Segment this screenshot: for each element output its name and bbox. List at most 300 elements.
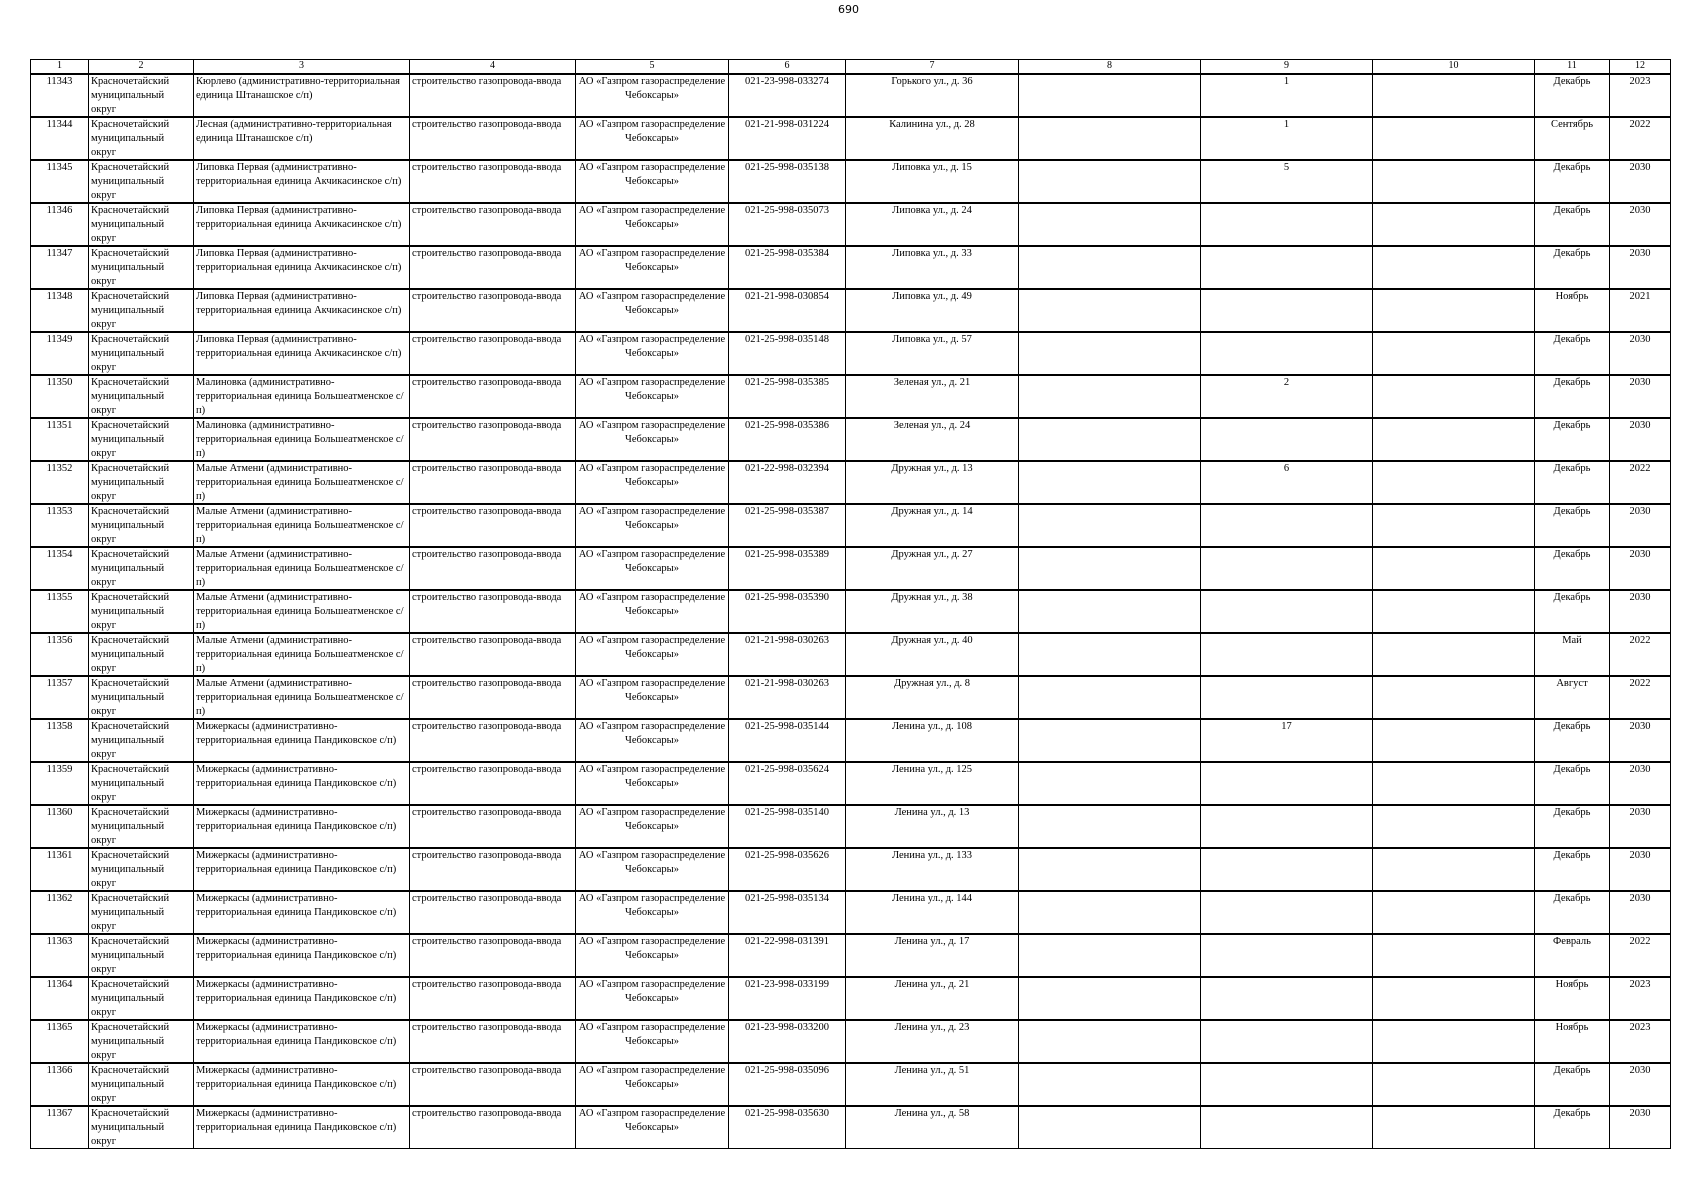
month-cell — [1535, 289, 1610, 332]
column-9-cell — [1201, 676, 1373, 719]
column-9-cell-text: 17 — [1281, 721, 1292, 732]
row-number-text: 11348 — [46, 291, 73, 302]
column-9-cell — [1201, 160, 1373, 203]
table-row — [31, 117, 1671, 160]
work-type-cell — [410, 934, 576, 977]
column-10-cell — [1373, 289, 1535, 332]
work-type-cell — [410, 375, 576, 418]
row-number — [31, 848, 89, 891]
district-cell — [89, 590, 194, 633]
object-code-cell — [729, 332, 846, 375]
work-type-cell — [410, 289, 576, 332]
district-cell-text: Красночетайский муниципальный округ — [91, 936, 170, 975]
column-9-cell-text — [1203, 849, 1370, 890]
year-cell-text: 2023 — [1629, 76, 1651, 87]
address-cell-text: Дружная ул., д. 40 — [891, 635, 973, 646]
district-cell-text: Красночетайский муниципальный округ — [91, 119, 170, 158]
work-type-cell-text: строительство газопровода-ввода — [412, 420, 562, 431]
column-10-cell-text — [1375, 462, 1532, 503]
work-type-cell-text: строительство газопровода-ввода — [412, 635, 562, 646]
address-cell — [846, 246, 1019, 289]
address-cell — [846, 117, 1019, 160]
object-code-cell-text: 021-25-998-035144 — [745, 721, 829, 732]
work-type-cell-text: строительство газопровода-ввода — [412, 1022, 562, 1033]
object-code-cell-text: 021-22-998-031391 — [745, 936, 829, 947]
column-9-cell-text: 2 — [1283, 377, 1290, 388]
district-cell-text: Красночетайский муниципальный округ — [91, 893, 170, 932]
column-9-cell-text: 1 — [1283, 76, 1290, 87]
organization-cell-text: АО «Газпром газораспределение Чебоксары» — [578, 1065, 726, 1090]
organization-cell — [576, 1020, 729, 1063]
column-10-cell — [1373, 418, 1535, 461]
column-10-cell-text — [1375, 634, 1532, 675]
column-header-9: 9 — [1201, 60, 1373, 75]
year-cell-text: 2023 — [1629, 979, 1651, 990]
locality-cell — [194, 633, 410, 676]
object-code-cell-text: 021-25-998-035073 — [745, 205, 829, 216]
object-code-cell — [729, 848, 846, 891]
row-number — [31, 1063, 89, 1106]
address-cell-text: Ленина ул., д. 51 — [894, 1065, 970, 1076]
year-cell-text: 2030 — [1629, 248, 1651, 259]
locality-cell — [194, 74, 410, 117]
table-row — [31, 633, 1671, 676]
object-code-cell — [729, 461, 846, 504]
organization-cell — [576, 117, 729, 160]
table-row — [31, 547, 1671, 590]
organization-cell — [576, 418, 729, 461]
month-cell — [1535, 547, 1610, 590]
work-type-cell-text: строительство газопровода-ввода — [412, 721, 562, 732]
organization-cell — [576, 1063, 729, 1106]
address-cell — [846, 74, 1019, 117]
organization-cell — [576, 289, 729, 332]
address-cell — [846, 934, 1019, 977]
object-code-cell-text: 021-23-998-033274 — [745, 76, 829, 87]
address-cell-text: Зеленая ул., д. 21 — [893, 377, 971, 388]
column-10-cell — [1373, 891, 1535, 934]
locality-cell — [194, 418, 410, 461]
year-cell-text: 2022 — [1629, 463, 1651, 474]
object-code-cell — [729, 719, 846, 762]
organization-cell-text: АО «Газпром газораспределение Чебоксары» — [578, 979, 726, 1004]
year-cell — [1610, 74, 1671, 117]
locality-cell-text: Мижеркасы (административно-территориальная единица Пандиковское с/п) — [196, 850, 397, 875]
column-10-cell — [1373, 1106, 1535, 1149]
month-cell — [1535, 203, 1610, 246]
column-8-cell — [1019, 418, 1201, 461]
address-cell-text: Липовка ул., д. 15 — [892, 162, 972, 173]
row-number-text: 11361 — [46, 850, 73, 861]
district-cell — [89, 633, 194, 676]
table-header — [31, 60, 1671, 75]
object-code-cell — [729, 934, 846, 977]
organization-cell — [576, 461, 729, 504]
row-number — [31, 160, 89, 203]
table-row — [31, 805, 1671, 848]
object-code-cell — [729, 762, 846, 805]
address-cell-text: Ленина ул., д. 17 — [894, 936, 970, 947]
work-type-cell-text: строительство газопровода-ввода — [412, 506, 562, 517]
month-cell-text: Декабрь — [1553, 334, 1591, 345]
column-10-cell-text — [1375, 806, 1532, 847]
column-8-cell-text — [1021, 1064, 1198, 1105]
year-cell — [1610, 762, 1671, 805]
table-row — [31, 676, 1671, 719]
locality-cell — [194, 977, 410, 1020]
locality-cell — [194, 332, 410, 375]
locality-cell-text: Мижеркасы (административно-территориальная единица Пандиковское с/п) — [196, 764, 397, 789]
district-cell-text: Красночетайский муниципальный округ — [91, 506, 170, 545]
address-cell — [846, 719, 1019, 762]
row-number-text: 11347 — [46, 248, 73, 259]
column-8-cell — [1019, 633, 1201, 676]
locality-cell — [194, 160, 410, 203]
table-row — [31, 934, 1671, 977]
table-row — [31, 1106, 1671, 1149]
organization-cell — [576, 805, 729, 848]
district-cell-text: Красночетайский муниципальный округ — [91, 291, 170, 330]
row-number-text: 11356 — [46, 635, 73, 646]
column-10-cell-text — [1375, 1107, 1532, 1148]
register-table — [30, 59, 1671, 1149]
object-code-cell-text: 021-25-998-035138 — [745, 162, 829, 173]
row-number-text: 11344 — [46, 119, 73, 130]
organization-cell-text: АО «Газпром газораспределение Чебоксары» — [578, 635, 726, 660]
address-cell-text: Дружная ул., д. 13 — [891, 463, 973, 474]
year-cell-text: 2022 — [1629, 936, 1651, 947]
address-cell — [846, 977, 1019, 1020]
column-header-2: 2 — [89, 60, 194, 75]
column-10-cell-text — [1375, 591, 1532, 632]
locality-cell — [194, 891, 410, 934]
column-10-cell-text — [1375, 376, 1532, 417]
locality-cell-text: Мижеркасы (административно-территориальная единица Пандиковское с/п) — [196, 807, 397, 832]
month-cell — [1535, 805, 1610, 848]
month-cell-text: Ноябрь — [1555, 291, 1589, 302]
column-8-cell — [1019, 848, 1201, 891]
address-cell-text: Липовка ул., д. 24 — [892, 205, 972, 216]
column-10-cell — [1373, 461, 1535, 504]
organization-cell — [576, 1106, 729, 1149]
object-code-cell-text: 021-23-998-033200 — [745, 1022, 829, 1033]
month-cell — [1535, 375, 1610, 418]
table-row — [31, 375, 1671, 418]
column-8-cell — [1019, 332, 1201, 375]
address-cell — [846, 375, 1019, 418]
month-cell — [1535, 74, 1610, 117]
locality-cell — [194, 547, 410, 590]
table-row — [31, 1063, 1671, 1106]
district-cell-text: Красночетайский муниципальный округ — [91, 1022, 170, 1061]
work-type-cell-text: строительство газопровода-ввода — [412, 1108, 562, 1119]
column-header-7: 7 — [846, 60, 1019, 75]
work-type-cell-text: строительство газопровода-ввода — [412, 936, 562, 947]
organization-cell — [576, 977, 729, 1020]
locality-cell-text: Мижеркасы (административно-территориальная единица Пандиковское с/п) — [196, 1108, 397, 1133]
column-8-cell-text — [1021, 892, 1198, 933]
organization-cell-text: АО «Газпром газораспределение Чебоксары» — [578, 420, 726, 445]
work-type-cell — [410, 547, 576, 590]
work-type-cell-text: строительство газопровода-ввода — [412, 119, 562, 130]
column-9-cell-text — [1203, 763, 1370, 804]
locality-cell-text: Мижеркасы (административно-территориальная единица Пандиковское с/п) — [196, 1065, 397, 1090]
object-code-cell-text: 021-25-998-035384 — [745, 248, 829, 259]
column-10-cell — [1373, 805, 1535, 848]
district-cell-text: Красночетайский муниципальный округ — [91, 764, 170, 803]
column-9-cell — [1201, 805, 1373, 848]
column-10-cell-text — [1375, 505, 1532, 546]
month-cell-text: Ноябрь — [1555, 1022, 1589, 1033]
row-number-text: 11357 — [46, 678, 73, 689]
column-9-cell-text — [1203, 978, 1370, 1019]
year-cell — [1610, 547, 1671, 590]
organization-cell — [576, 332, 729, 375]
column-9-cell — [1201, 590, 1373, 633]
year-cell — [1610, 848, 1671, 891]
address-cell-text: Дружная ул., д. 38 — [891, 592, 973, 603]
month-cell-text: Декабрь — [1553, 205, 1591, 216]
year-cell-text: 2030 — [1629, 721, 1651, 732]
organization-cell-text: АО «Газпром газораспределение Чебоксары» — [578, 248, 726, 273]
year-cell — [1610, 418, 1671, 461]
month-cell-text: Декабрь — [1553, 893, 1591, 904]
address-cell-text: Дружная ул., д. 27 — [891, 549, 973, 560]
column-10-cell — [1373, 332, 1535, 375]
locality-cell — [194, 934, 410, 977]
month-cell-text: Декабрь — [1553, 764, 1591, 775]
district-cell-text: Красночетайский муниципальный округ — [91, 377, 170, 416]
column-9-cell — [1201, 1106, 1373, 1149]
year-cell-text: 2030 — [1629, 1108, 1651, 1119]
table-row — [31, 246, 1671, 289]
column-9-cell — [1201, 117, 1373, 160]
row-number-text: 11349 — [46, 334, 73, 345]
month-cell — [1535, 1063, 1610, 1106]
address-cell — [846, 1020, 1019, 1063]
column-10-cell-text — [1375, 548, 1532, 589]
column-8-cell — [1019, 891, 1201, 934]
locality-cell — [194, 848, 410, 891]
object-code-cell-text: 021-22-998-032394 — [745, 463, 829, 474]
object-code-cell-text: 021-25-998-035389 — [745, 549, 829, 560]
column-8-cell — [1019, 977, 1201, 1020]
row-number — [31, 633, 89, 676]
year-cell — [1610, 1063, 1671, 1106]
row-number-text: 11354 — [46, 549, 73, 560]
month-cell — [1535, 160, 1610, 203]
organization-cell-text: АО «Газпром газораспределение Чебоксары» — [578, 936, 726, 961]
district-cell — [89, 891, 194, 934]
year-cell — [1610, 117, 1671, 160]
column-9-cell-text — [1203, 935, 1370, 976]
organization-cell — [576, 934, 729, 977]
object-code-cell-text: 021-25-998-035096 — [745, 1065, 829, 1076]
column-9-cell-text — [1203, 505, 1370, 546]
year-cell-text: 2030 — [1629, 506, 1651, 517]
work-type-cell — [410, 461, 576, 504]
column-10-cell-text — [1375, 118, 1532, 159]
column-8-cell-text — [1021, 548, 1198, 589]
column-9-cell-text — [1203, 1064, 1370, 1105]
row-number — [31, 289, 89, 332]
address-cell — [846, 504, 1019, 547]
column-10-cell-text — [1375, 419, 1532, 460]
row-number — [31, 891, 89, 934]
organization-cell — [576, 719, 729, 762]
address-cell — [846, 1063, 1019, 1106]
work-type-cell — [410, 1020, 576, 1063]
row-number — [31, 547, 89, 590]
column-8-cell — [1019, 375, 1201, 418]
district-cell-text: Красночетайский муниципальный округ — [91, 721, 170, 760]
address-cell-text: Зеленая ул., д. 24 — [893, 420, 971, 431]
column-10-cell-text — [1375, 247, 1532, 288]
address-cell-text: Дружная ул., д. 14 — [891, 506, 973, 517]
column-10-cell — [1373, 719, 1535, 762]
district-cell — [89, 332, 194, 375]
table-row — [31, 719, 1671, 762]
work-type-cell — [410, 332, 576, 375]
address-cell-text: Ленина ул., д. 125 — [891, 764, 973, 775]
locality-cell-text: Липовка Первая (административно-территориальная единица Акчикасинское с/п) — [196, 248, 402, 273]
work-type-cell-text: строительство газопровода-ввода — [412, 291, 562, 302]
organization-cell — [576, 547, 729, 590]
month-cell — [1535, 762, 1610, 805]
header-row — [31, 60, 1671, 75]
table-row — [31, 74, 1671, 117]
column-10-cell-text — [1375, 978, 1532, 1019]
month-cell-text: Декабрь — [1553, 76, 1591, 87]
year-cell-text: 2022 — [1629, 678, 1651, 689]
district-cell-text: Красночетайский муниципальный округ — [91, 807, 170, 846]
month-cell-text: Декабрь — [1553, 850, 1591, 861]
column-9-cell-text — [1203, 1021, 1370, 1062]
row-number-text: 11352 — [46, 463, 73, 474]
district-cell — [89, 74, 194, 117]
column-9-cell — [1201, 203, 1373, 246]
year-cell-text: 2030 — [1629, 850, 1651, 861]
district-cell — [89, 160, 194, 203]
column-10-cell — [1373, 633, 1535, 676]
locality-cell — [194, 1020, 410, 1063]
address-cell — [846, 160, 1019, 203]
object-code-cell — [729, 504, 846, 547]
work-type-cell — [410, 762, 576, 805]
work-type-cell-text: строительство газопровода-ввода — [412, 807, 562, 818]
column-8-cell-text — [1021, 849, 1198, 890]
year-cell — [1610, 203, 1671, 246]
object-code-cell-text: 021-25-998-035140 — [745, 807, 829, 818]
column-9-cell-text — [1203, 247, 1370, 288]
row-number — [31, 719, 89, 762]
row-number — [31, 805, 89, 848]
address-cell — [846, 633, 1019, 676]
work-type-cell — [410, 848, 576, 891]
row-number — [31, 977, 89, 1020]
column-8-cell-text — [1021, 419, 1198, 460]
column-9-cell — [1201, 289, 1373, 332]
work-type-cell — [410, 1106, 576, 1149]
column-8-cell-text — [1021, 204, 1198, 245]
locality-cell — [194, 719, 410, 762]
year-cell — [1610, 1020, 1671, 1063]
column-10-cell — [1373, 1020, 1535, 1063]
column-8-cell — [1019, 547, 1201, 590]
row-number — [31, 934, 89, 977]
organization-cell-text: АО «Газпром газораспределение Чебоксары» — [578, 334, 726, 359]
row-number — [31, 332, 89, 375]
locality-cell-text: Малиновка (административно-территориальная единица Большеатменское с/п) — [196, 420, 404, 459]
year-cell-text: 2030 — [1629, 162, 1651, 173]
table-row — [31, 504, 1671, 547]
row-number — [31, 461, 89, 504]
table-row — [31, 891, 1671, 934]
year-cell — [1610, 461, 1671, 504]
work-type-cell-text: строительство газопровода-ввода — [412, 678, 562, 689]
row-number-text: 11345 — [46, 162, 73, 173]
column-10-cell — [1373, 934, 1535, 977]
district-cell — [89, 762, 194, 805]
month-cell — [1535, 504, 1610, 547]
column-9-cell — [1201, 461, 1373, 504]
column-8-cell-text — [1021, 462, 1198, 503]
address-cell-text: Калинина ул., д. 28 — [889, 119, 975, 130]
work-type-cell-text: строительство газопровода-ввода — [412, 979, 562, 990]
object-code-cell-text: 021-25-998-035387 — [745, 506, 829, 517]
column-9-cell-text — [1203, 1107, 1370, 1148]
locality-cell-text: Мижеркасы (административно-территориальная единица Пандиковское с/п) — [196, 893, 397, 918]
column-9-cell — [1201, 1020, 1373, 1063]
column-9-cell-text — [1203, 806, 1370, 847]
organization-cell-text: АО «Газпром газораспределение Чебоксары» — [578, 506, 726, 531]
year-cell — [1610, 332, 1671, 375]
column-9-cell — [1201, 418, 1373, 461]
column-header-12: 12 — [1610, 60, 1671, 75]
district-cell-text: Красночетайский муниципальный округ — [91, 1065, 170, 1104]
column-8-cell-text — [1021, 591, 1198, 632]
object-code-cell-text: 021-23-998-033199 — [745, 979, 829, 990]
column-9-cell-text — [1203, 677, 1370, 718]
column-10-cell — [1373, 246, 1535, 289]
year-cell — [1610, 289, 1671, 332]
column-10-cell-text — [1375, 290, 1532, 331]
object-code-cell-text: 021-25-998-035630 — [745, 1108, 829, 1119]
column-8-cell — [1019, 676, 1201, 719]
row-number — [31, 1020, 89, 1063]
organization-cell — [576, 203, 729, 246]
district-cell — [89, 203, 194, 246]
district-cell-text: Красночетайский муниципальный округ — [91, 549, 170, 588]
column-10-cell-text — [1375, 333, 1532, 374]
month-cell — [1535, 633, 1610, 676]
address-cell-text: Ленина ул., д. 58 — [894, 1108, 970, 1119]
column-10-cell — [1373, 74, 1535, 117]
table-row — [31, 977, 1671, 1020]
month-cell-text: Декабрь — [1553, 592, 1591, 603]
table-row — [31, 461, 1671, 504]
year-cell — [1610, 934, 1671, 977]
locality-cell — [194, 1106, 410, 1149]
organization-cell-text: АО «Газпром газораспределение Чебоксары» — [578, 893, 726, 918]
object-code-cell — [729, 590, 846, 633]
column-9-cell — [1201, 375, 1373, 418]
address-cell-text: Ленина ул., д. 23 — [894, 1022, 970, 1033]
year-cell-text: 2030 — [1629, 420, 1651, 431]
column-9-cell-text — [1203, 333, 1370, 374]
work-type-cell — [410, 633, 576, 676]
year-cell-text: 2030 — [1629, 205, 1651, 216]
